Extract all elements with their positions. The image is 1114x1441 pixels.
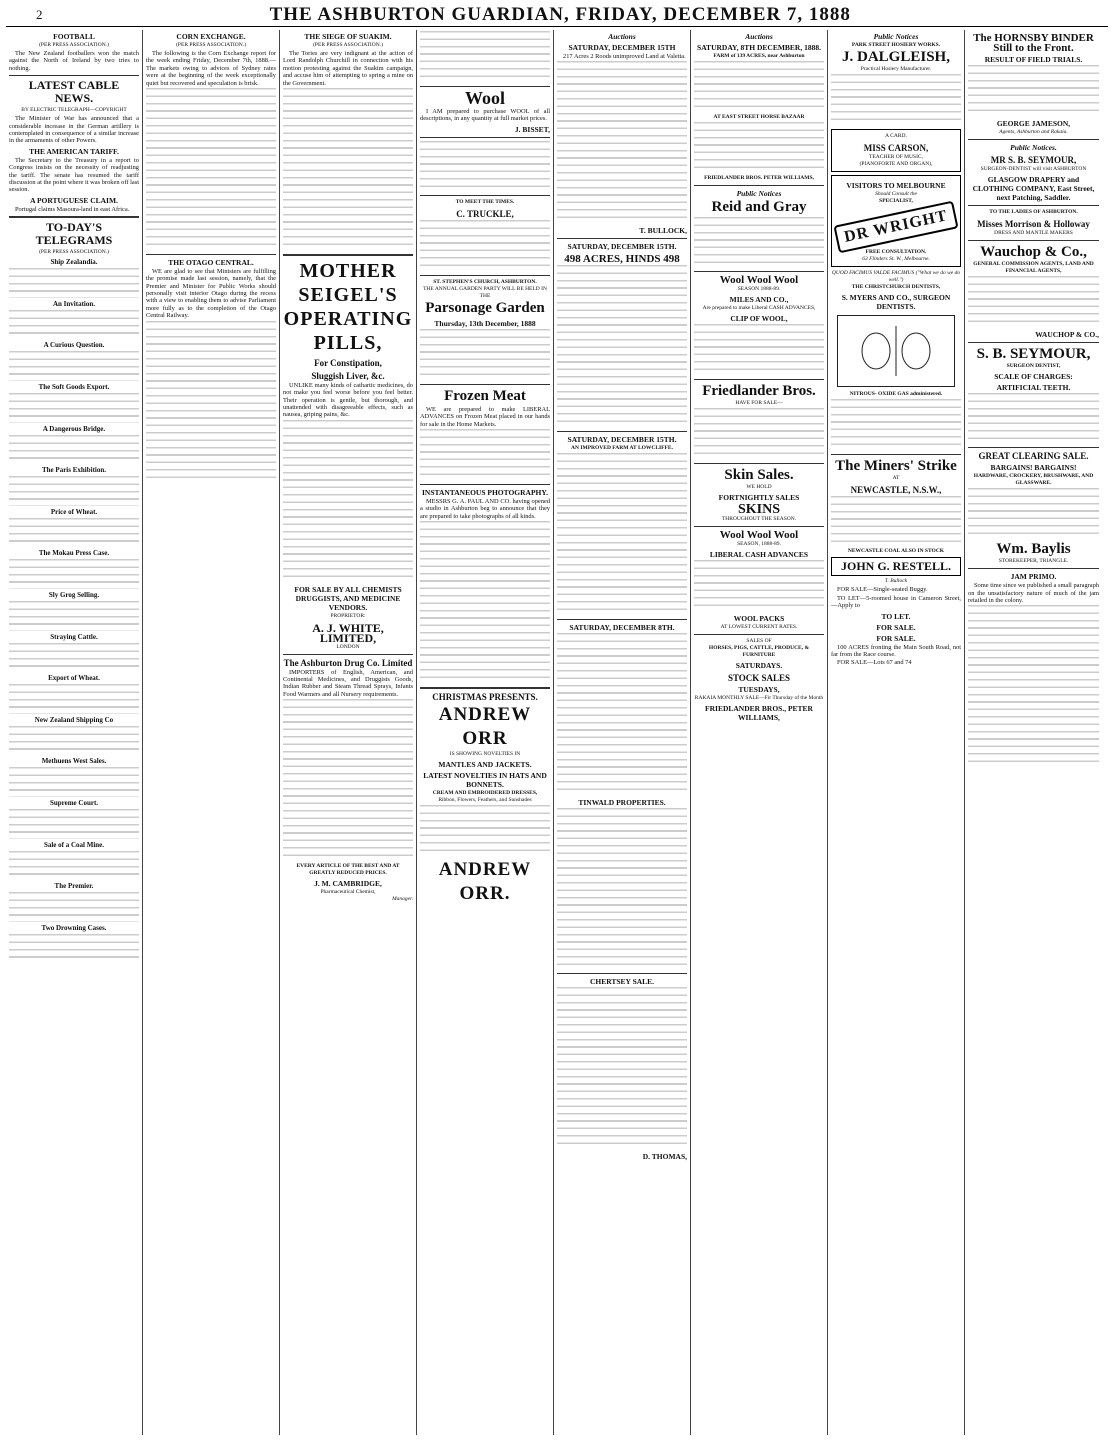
jam-text: Some time since we published a small paragraph on the unsatisfactory nature of much of the jam retailed in the colony. [968, 582, 1099, 604]
have-for-sale: HAVE FOR SALE— [735, 400, 783, 407]
for-sale-lots: FOR SALE—Lots 67 and 74 [837, 659, 912, 667]
football-heading: FOOTBALL [53, 32, 95, 41]
skin-sales-heading: Skin Sales. [724, 466, 794, 483]
mantles-text: MANTLES AND JACKETS. [438, 760, 532, 770]
should-text: Should Consult the [875, 190, 917, 197]
otago-text: WE are glad to see that Ministers are fulfilling the promise made last session, namely, that the Premier and Minister for Public Works should personally visit interior Otago during the recess with a view to enabling them to advise Parliament more fully as to the completion of the Otago Central Railway. [146, 267, 276, 320]
dresses-text: CREAM AND EMBROIDERED DRESSES, [432, 790, 538, 797]
wool-wool-heading: Wool Wool Wool [719, 274, 799, 287]
surgeon-text: SURGEON-DENTIST will visit ASHBURTON [980, 165, 1087, 172]
frozen-text: WE are prepared to make LIBERAL ADVANCES on Frozen Meat placed in our hands for sale in the Home Markets. [420, 406, 550, 428]
manager-label: Manager. [392, 896, 413, 903]
london-label: LONDON [336, 643, 360, 650]
newspaper-title: THE ASHBURTON GUARDIAN, FRIDAY, DECEMBER 7, 1888 [269, 4, 851, 25]
bullock-name-1: T. BULLOCK, [639, 226, 687, 236]
morrison-heading: Misses Morrison & Holloway [977, 218, 1090, 229]
showing-text: IS SHOWING NOVELTIES IN [449, 751, 521, 758]
photo-text: MESSRS G. A. PAUL AND CO. having opened a studio in Ashburton beg to announce that they are prepared to take photographs of all kinds. [420, 498, 550, 520]
horse-bazaar: AT EAST STREET HORSE BAZAAR [713, 113, 805, 120]
wauchop-sub: GENERAL COMMISSION AGENTS, LAND AND FINANCIAL AGENTS, [973, 260, 1094, 274]
folio: 2 [36, 7, 43, 22]
tinwald-heading: TINWALD PROPERTIES. [578, 797, 666, 807]
at-text: AT [892, 474, 900, 481]
saturdays-text: SATURDAYS. [735, 660, 783, 670]
miles-co: MILES AND CO., [729, 295, 789, 305]
for-sale-2: FOR SALE. [876, 622, 916, 632]
sale3-date: SATURDAY, DECEMBER 15TH. [567, 435, 677, 444]
hosiery-works: PARK STREET HOSIERY WORKS. [851, 42, 941, 48]
hardware-text: HARDWARE, CROCKERY, BRUSHWARE, AND GLASSWARE. [973, 473, 1094, 487]
party-text: THE ANNUAL GARDEN PARTY WILL BE HELD IN THE [423, 286, 547, 300]
dress-makers: DRESS AND MANTLE MAKERS [994, 229, 1073, 236]
football-text: The New Zealand footballers won the match against the North of Ireland by two tries to nothing. [9, 50, 139, 72]
card-ad [831, 129, 961, 172]
to-let-2: TO LET. [881, 611, 911, 621]
telegram-item-heading: The Soft Goods Export. [38, 383, 110, 392]
skins-text: SKINS [737, 501, 781, 517]
photo-heading: INSTANTANEOUS PHOTOGRAPHY. [422, 488, 548, 498]
siege-heading: THE SIEGE OF SUAKIM. [304, 32, 392, 41]
telegram-item-heading: The Mokau Press Case. [38, 549, 110, 558]
telegram-item-heading: A Curious Question. [43, 341, 105, 350]
liberal-advances: LIBERAL CASH ADVANCES [709, 549, 809, 559]
telegrams-heading: TO-DAY'S TELEGRAMS [35, 220, 113, 248]
telegram-item-heading: Export of Wheat. [48, 674, 100, 683]
constipation-heading: For Constipation, [314, 357, 382, 368]
fortnightly-text: FORTNIGHTLY SALES [718, 492, 800, 502]
wool-packs: WOOL PACKS [733, 613, 785, 623]
corn-exchange-heading: CORN EXCHANGE. [176, 32, 246, 41]
telegram-list [9, 258, 139, 963]
clip-text: CLIP OF WOOL, [730, 314, 788, 324]
season-text: SEASON 1888-89. [737, 286, 781, 293]
meet-times-text: TO MEET THE TIMES. [455, 199, 515, 206]
flinders-address: 63 Flinders St. W., Melbourne. [862, 255, 930, 262]
for-sale-text: FOR SALE BY ALL CHEMISTS DRUGGISTS, AND MEDICINE VENDORS. [294, 584, 402, 612]
wool-wool-heading-2: Wool Wool Wool [719, 528, 799, 541]
thomas-name: D. THOMAS, [642, 1152, 687, 1162]
seymour-name: MR S. B. SEYMOUR, [990, 154, 1077, 165]
sbs-sub: SURGEON DENTIST, [1006, 362, 1061, 369]
teacher-text: TEACHER OF MUSIC, [869, 153, 923, 160]
lowest-rates: AT LOWEST CURRENT RATES. [720, 623, 798, 630]
acres-100-text: 100 ACRES fronting the Main South Road, not far from the Race course. [831, 643, 961, 659]
bisset-name: J. BISSET, [514, 124, 550, 134]
pills-heading: PILLS, [313, 331, 383, 354]
sbs-heading: S. B. SEYMOUR, [976, 345, 1091, 362]
telegram-item-heading: Ship Zealandia. [50, 258, 98, 267]
telegram-item-heading: The Paris Exhibition. [42, 466, 106, 475]
hats-text: LATEST NOVELTIES IN HATS AND BONNETS. [423, 771, 547, 790]
face-illustration-icon [851, 321, 941, 381]
to-let-1: TO LET—5-roomed house in Cameron Street,—Apply to [831, 594, 961, 610]
rakaia-text: RAKAIA MONTHLY SALE—Fir Thursday of the Month [694, 694, 824, 701]
free-consultation: FREE CONSULTATION. [865, 248, 927, 255]
claim-heading: A PORTUGUESE CLAIM. [30, 195, 118, 205]
parsonage-date: Thursday, 13th December, 1888 [434, 319, 536, 329]
restell-name: JOHN G. RESTELL. [831, 557, 961, 576]
baylis-heading: Wm. Baylis [996, 541, 1071, 558]
nitrous-text: NITROUS- OXIDE GAS administered. [849, 390, 943, 397]
clearing-sale-heading: GREAT CLEARING SALE. [978, 451, 1089, 462]
specialist-text: SPECIALIST, [879, 197, 913, 204]
telegram-item-heading: A Dangerous Bridge. [42, 424, 106, 433]
sale2-date: SATURDAY, DECEMBER 15TH. [567, 242, 677, 252]
columns [6, 30, 1108, 1435]
drug-co-text: IMPORTERS of English, American, and Continental Medicines, and Druggists Goods, Indian Rubber and Steam Thread Sprays, Infants Food Warmers and all Nursery requirements. [283, 668, 413, 698]
for-sale-buggy: FOR SALE—Single-seated Buggy. [837, 586, 928, 594]
column-6 [691, 30, 828, 1435]
auctions-heading-1: Auctions [608, 32, 636, 41]
siege-text: The Tories are very indignant at the action of Lord Randolph Churchill in connection with his motion protesting against the Suakim campaign, and accuse him of attempting to spring a mine on the Government. [283, 50, 413, 87]
bullock-label: T. Bullock [884, 578, 908, 585]
sale4-date: SATURDAY, DECEMBER 8TH. [569, 622, 675, 632]
telegram-item-heading: The Premier. [54, 882, 94, 891]
specialist-ad [831, 175, 961, 267]
field-trials-heading: RESULT OF FIELD TRIALS. [984, 55, 1083, 64]
scale-charges: SCALE OF CHARGES: [994, 371, 1073, 381]
corn-exchange-text: The following is the Corn Exchange report for the week ending Friday, December 7th, 1888.—The markets owing to advices of Sydney rates were at the beginning of the week exceptionally quiet but recovered and speculation is brisk. [146, 50, 276, 87]
ribbons-text: Ribbon, Flowers, Feathers, and Sunshades [438, 797, 532, 804]
throughout-text: THROUGHOUT THE SEASON. [721, 515, 797, 522]
latest-cable-heading: LATEST CABLE NEWS. [28, 78, 120, 106]
dalgleish-name: J. DALGLEISH, [842, 49, 950, 65]
motto: QUOD FACIMUS VALDE FACIMUS ("What we do we do well.") [831, 269, 961, 283]
coal-stock: NEWCASTLE COAL ALSO IN STOCK [847, 548, 945, 555]
ladies-text: TO THE LADIES OF ASHBURTON. [989, 208, 1078, 215]
cambridge-name: J. M. CAMBRIDGE, [314, 879, 382, 889]
column-3: THE SIEGE OF SUAKIM. (PER PRESS ASSOCIATION.) The Tories are very indignant at the action of Lord Randolph Churchill in connection with his motion protesting against the Suakim campaign, and accuse him of attempting to spring a mine on the Government. MOTHER SEIGEL'S OPERATING PILLS, For Constipation, Sluggish Liver, &c. UNLIKE many kinds of cathartic medicines, do not make you feel worse before you feel better. Their operation is gentle, but thorough, and unattended with disagreeable effects, such as nausea, griping pains, &c. FOR SALE BY ALL CHEMISTS DRUGGISTS, AND MEDICINE VENDORS. PROPRIETOR: A. J. WHITE, LIMITED, LONDON The Ashburton Drug Co. Limited IMPORTERS of English, American, and Continental Medicines, and Druggists Goods, Indian Rubber and Steam Thread Sprays, Infants Food Warmers and all Nursery requirements. EVERY ARTICLE OF THE BEST AND AT GREATLY REDUCED PRICES. J. M. CAMBRIDGE, Pharmaceutical Chemist, Manager. [280, 30, 417, 1435]
jam-heading: JAM PRIMO. [1010, 572, 1057, 582]
telegram-item-heading: Price of Wheat. [50, 507, 98, 516]
friedlander-heading: Friedlander Bros. [702, 383, 816, 400]
myers-name: S. MYERS AND CO., SURGEON DENTISTS. [841, 292, 951, 311]
liver-heading: Sluggish Liver, &c. [311, 370, 385, 381]
reid-gray-heading: Reid and Gray [711, 198, 807, 215]
christmas-heading: CHRISTMAS PRESENTS. [432, 692, 538, 703]
telegram-item-heading: Two Drowning Cases. [41, 923, 107, 932]
column-4 [417, 30, 554, 1435]
carson-name: MISS CARSON, [863, 142, 929, 153]
telegram-item-heading: Methuens West Sales. [41, 757, 107, 766]
truckle-name: C. TRUCKLE, [456, 209, 514, 220]
for-sale-3: FOR SALE. [876, 633, 916, 643]
white-limited: A. J. WHITE, LIMITED, [312, 620, 384, 645]
wool-text: I AM prepared to purchase WOOL of all descriptions, in any quantity at full market prices. [420, 107, 550, 123]
jameson-name: GEORGE JAMESON, [996, 118, 1071, 128]
piano-text: (PIANOFORTE AND ORGAN), [859, 160, 933, 167]
orr-heading: ANDREW ORR [438, 704, 532, 750]
tariff-text: The Secretary to the Treasury in a report to Congress insists on the necessity of readjusting the tariff. The senate has resumed the tariff discussion at the point where it was broken off last session. [9, 156, 139, 194]
we-hold-text: WE HOLD [746, 483, 772, 490]
chemist-label: Pharmaceutical Chemist, [320, 889, 376, 896]
drug-co-heading: The Ashburton Drug Co. Limited [283, 657, 413, 668]
dentist-heading: THE CHRISTCHURCH DENTISTS, [851, 283, 941, 290]
friedlander-williams: FRIEDLANDER BROS. PETER WILLIAMS, [704, 174, 814, 181]
farm-text: FARM of 139 ACRES, near Ashburton [713, 53, 805, 59]
miners-strike-heading: The Miners' Strike [835, 457, 957, 474]
column-5 [554, 30, 691, 1435]
hornsby-binder-heading: The HORNSBY BINDER Still to the Front. [973, 32, 1094, 54]
stock-sales-text: STOCK SALES [727, 672, 791, 683]
wauchop-heading: Wauchop & Co., [980, 243, 1087, 260]
tariff-heading: THE AMERICAN TARIFF. [29, 146, 119, 156]
telegram-item-heading: An Invitation. [52, 299, 95, 308]
proprietor-label: PROPRIETOR: [330, 612, 366, 619]
operating-heading: OPERATING [283, 307, 413, 330]
chertsey-heading: CHERTSEY SALE. [589, 977, 655, 987]
dalgleish-sub: Practical Hosiery Manufacturer. [860, 66, 932, 72]
wool-heading: Wool [464, 87, 505, 108]
telegrams-subheading: (PER PRESS ASSOCIATION.) [39, 249, 109, 256]
season2-text: SEASON, 1888-89. [737, 540, 781, 547]
public-notices-heading: Public Notices [736, 188, 782, 198]
advances-text: Are prepared to make Liberal CASH ADVANCES, [702, 305, 816, 312]
parsonage-heading: Parsonage Garden [425, 300, 545, 317]
dr-wright-logo: DR WRIGHT [833, 200, 958, 253]
claim-text: Portugal claims Masoura-land in east Africa. [15, 205, 130, 213]
church-text: ST. STEPHEN'S CHURCH, ASHBURTON. [433, 279, 537, 286]
hosiery-notices-heading: Public Notices [873, 32, 919, 41]
card-label: A CARD. [885, 132, 907, 139]
column-8 [965, 30, 1102, 1435]
hinds-acres: 498 ACRES, HINDS 498 [564, 253, 680, 266]
column-2: CORN EXCHANGE. (PER PRESS ASSOCIATION.) The following is the Corn Exchange report for the week ending Friday, December 7th, 1888.—The markets owing to advices of Sydney rates were at the beginning of the week exceptionally quiet but recovered and speculation is brisk. THE OTAGO CENTRAL. WE are glad to see that Ministers are fulfilling the promise made last session, namely, that the Premier and Minister for Public Works should personally visit interior Otago during the recess with a view to enabling them to advise Parliament more fully as to the completion of the Otago Central Railway. [143, 30, 280, 1435]
frozen-heading: Frozen Meat [444, 388, 526, 404]
tuesdays-text: TUESDAYS, [738, 684, 780, 694]
glasgow-text: GLASGOW DRAPERY and CLOTHING COMPANY, East Street, next Patching, Saddler. [972, 174, 1095, 202]
friedlander-footer: FRIEDLANDER BROS., PETER WILLIAMS, [705, 703, 813, 722]
improved-farm: AN IMPROVED FARM AT LOWCLIFFE. [571, 445, 673, 451]
seigels-heading: SEIGEL'S [298, 283, 398, 306]
sale-8th-date: SATURDAY, 8TH DECEMBER, 1888. [697, 43, 821, 52]
column-7 [828, 30, 965, 1435]
telegram-item-heading: Sale of a Coal Mine. [43, 840, 105, 849]
telegram-item-heading: Straying Cattle. [50, 632, 98, 641]
horses-text: HORSES, PIGS, CATTLE, PRODUCE, & FURNITURE [708, 644, 810, 658]
artificial-teeth: ARTIFICIAL TEETH. [996, 382, 1071, 392]
visitors-text: VISITORS TO MELBOURNE [846, 180, 946, 190]
newcastle-text: NEWCASTLE, N.S.W., [850, 484, 942, 495]
wauchop-signature: WAUCHOP & CO., [1035, 329, 1099, 339]
pills-ad-text: UNLIKE many kinds of cathartic medicines, do not make you feel worse before you feel better. Their operation is gentle, but thorough, and unattended with disagreeable effects, such as nausea, griping pains, &c. [283, 381, 413, 419]
every-article-text: EVERY ARTICLE OF THE BEST AND AT GREATLY REDUCED PRICES. [296, 863, 400, 877]
teeth-illustration [837, 315, 955, 387]
public-notices-heading-2: Public Notices. [1010, 142, 1057, 152]
cable-text: The Minister of War has announced that a considerable increase in the German artillery is contemplated in consequence of a similar increase in the armaments of other Powers. [9, 115, 139, 145]
sale1-text: 217 Acres 2 Roods unimproved Land at Valetta. [563, 53, 686, 60]
sales-of-text: SALES OF [746, 637, 772, 644]
cable-subheading: BY ELECTRIC TELEGRAPH—COPYRIGHT [21, 107, 127, 114]
masthead [6, 4, 1108, 27]
sale1-date: SATURDAY, DECEMBER 15TH [568, 43, 676, 52]
bargains-text: BARGAINS! BARGAINS! [990, 463, 1077, 473]
agents-label: Agents, Ashburton and Rakaia. [999, 128, 1068, 135]
telegram-item-heading: Sly Grog Selling. [48, 591, 100, 600]
orr-footer: ANDREW ORR. [438, 858, 532, 904]
auctions-heading-2: Auctions [745, 32, 773, 41]
telegram-item-heading: New Zealand Shipping Co [34, 715, 114, 724]
storekeeper-text: STOREKEEPER, TRIANGLE. [998, 558, 1069, 565]
column-1: FOOTBALL (PER PRESS ASSOCIATION.) The New Zealand footballers won the match against the North of Ireland by two tries to nothing. LATEST CABLE NEWS. BY ELECTRIC TELEGRAPH—COPYRIGHT The Minister of War has announced that a considerable increase in the German artillery is contemplated in consequence of a similar increase in the armaments of other Powers. THE AMERICAN TARIFF. The Secretary to the Treasury in a report to Congress insists on the necessity of readjusting the tariff. The senate has resumed the tariff discussion at the point where it was broken off last session. A PORTUGUESE CLAIM. Portugal claims Masoura-land in east Africa. TO-DAY'S TELEGRAMS (PER PRESS ASSOCIATION.) Ship Zealandia. An Invitation. A Curious Question. The Soft Goods Export. A Dangerous Bridge. The Paris Exhibition. Price of Wheat. The Mokau Press Case. Sly Grog Selling. Straying Cattle. Export of Wheat. New Zealand Shipping Co Methuens West Sales. Supreme Court. Sale of a Coal Mine. The Premier. Two Drowning Cases. [6, 30, 143, 1435]
otago-heading: THE OTAGO CENTRAL. [168, 257, 254, 267]
mother-heading: MOTHER [299, 259, 397, 282]
telegram-item-heading: Supreme Court. [49, 799, 99, 807]
